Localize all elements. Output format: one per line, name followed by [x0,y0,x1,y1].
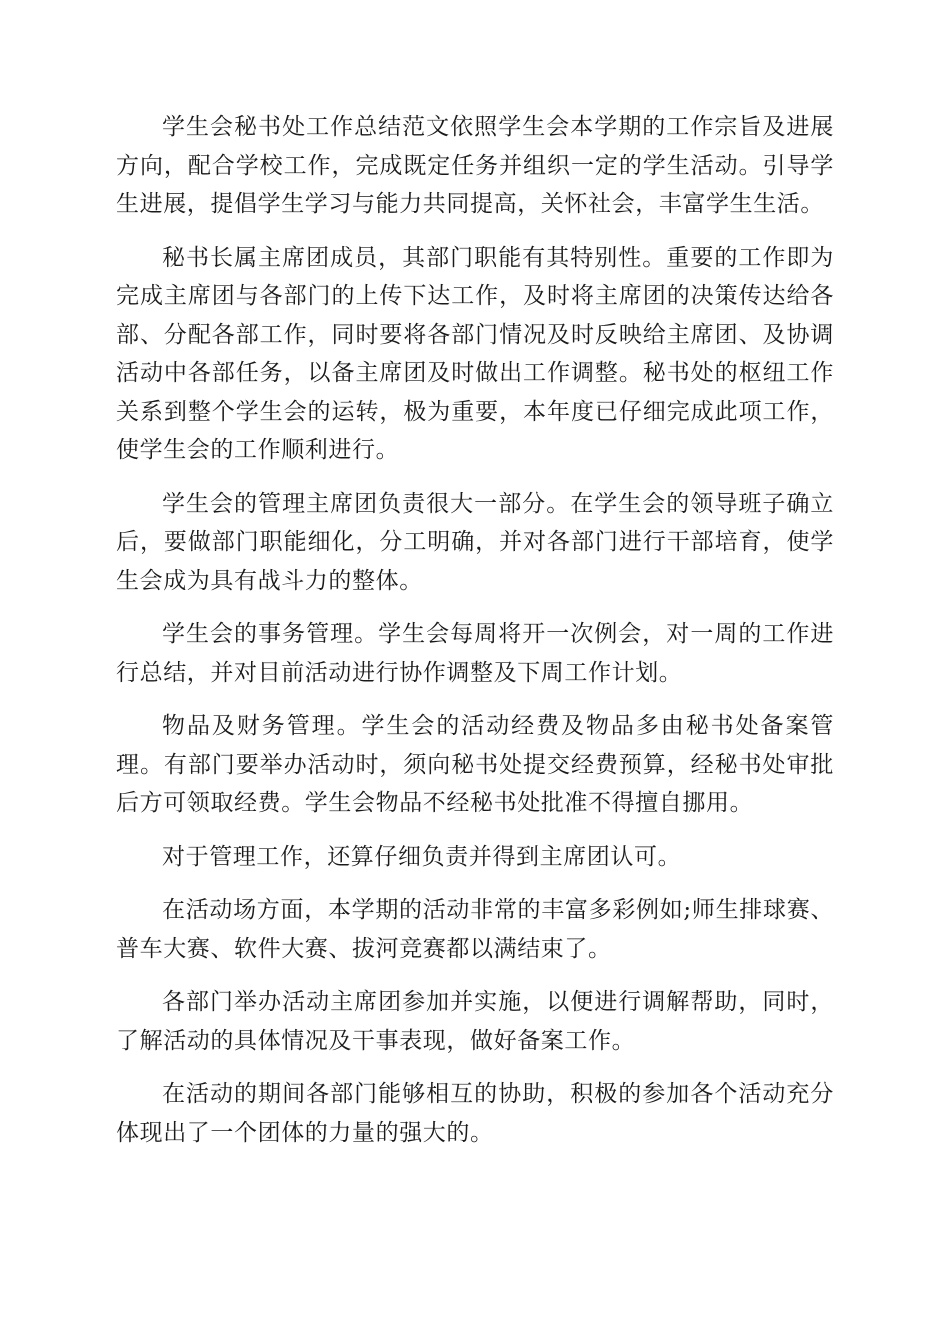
paragraph-2: 秘书长属主席团成员，其部门职能有其特别性。重要的工作即为完成主席团与各部门的上传下达工作，及时将主席团的决策传达给各部、分配各部工作，同时要将各部门情况及时反映给主席团、及协调活动中各部任务，以备主席团及时做出工作调整。秘书处的枢纽工作关系到整个学生会的运转，极为重要，本年度已仔细完成此项工作，使学生会的工作顺利进行。 [116,244,834,463]
paragraph-3: 学生会的管理主席团负责很大一部分。在学生会的领导班子确立后，要做部门职能细化，分工明确，并对各部门进行干部培育，使学生会成为具有战斗力的整体。 [116,490,834,594]
paragraph-1: 学生会秘书处工作总结范文依照学生会本学期的工作宗旨及进展方向，配合学校工作，完成既定任务并组织一定的学生活动。引导学生进展，提倡学生学习与能力共同提高，关怀社会，丰富学生生活。 [116,114,834,217]
paragraph-4: 学生会的事务管理。学生会每周将开一次例会，对一周的工作进行总结，并对目前活动进行协作调整及下周工作计划。 [116,621,834,686]
paragraph-8: 各部门举办活动主席团参加并实施，以便进行调解帮助，同时，了解活动的具体情况及干事表现，做好备案工作。 [116,989,834,1054]
document-body [116,108,834,1167]
paragraph-9: 在活动的期间各部门能够相互的协助，积极的参加各个活动充分体现出了一个团体的力量的强大的。 [116,1081,834,1146]
paragraph-6: 对于管理工作，还算仔细负责并得到主席团认可。 [162,843,682,870]
paragraph-5: 物品及财务管理。学生会的活动经费及物品多由秘书处备案管理。有部门要举办活动时，须向秘书处提交经费预算，经秘书处审批后方可领取经费。学生会物品不经秘书处批准不得擅自挪用。 [116,713,834,816]
paragraph-7: 在活动场方面，本学期的活动非常的丰富多彩例如;师生排球赛、普车大赛、软件大赛、拔河竞赛都以满结束了。 [116,897,834,962]
